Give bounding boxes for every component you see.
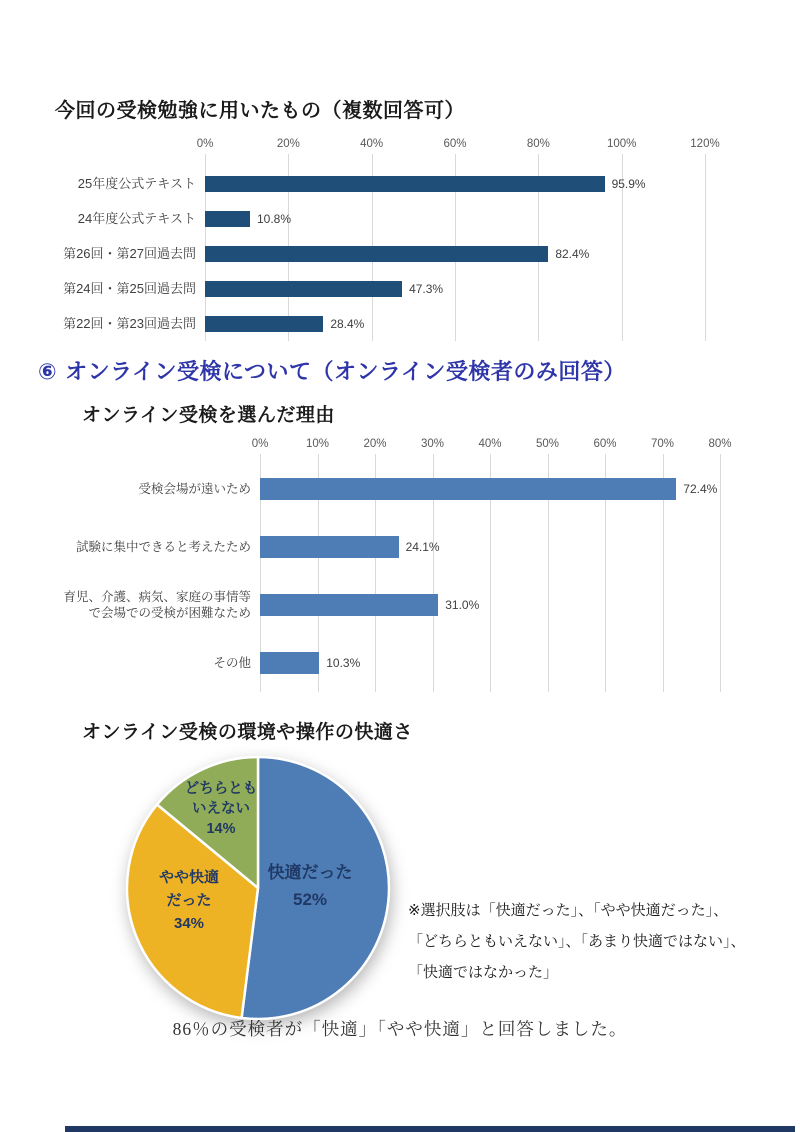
bar: [205, 316, 323, 332]
section6-heading: [38, 355, 626, 386]
axis-tick-label: 20%: [276, 138, 300, 150]
bar-row: [55, 236, 755, 271]
pie-slice-label: いえない: [192, 801, 250, 817]
bar-row: [55, 166, 755, 201]
category-label: 25年度公式テキスト: [77, 176, 196, 191]
axis-tick-label: 10%: [305, 438, 330, 450]
pie-slice-label: 快適だった: [267, 863, 353, 882]
conclusion-text: 86％の受検者が「快適」「やや快適」と回答しました。: [172, 1019, 628, 1039]
category-label: 受検会場が遠いため: [138, 481, 251, 496]
bar: [205, 246, 548, 262]
x-axis: [251, 438, 732, 454]
bar-row: [60, 576, 780, 634]
axis-tick-label: 40%: [360, 138, 384, 150]
section-heading-text: オンライン受検について（オンライン受検者のみ回答）: [65, 359, 626, 384]
pie-slice-label: だった: [166, 892, 212, 909]
axis-tick-label: 80%: [708, 438, 732, 450]
axis-tick-label: 120%: [690, 138, 720, 150]
comfort-pie-chart: [114, 744, 402, 1032]
axis-tick-label: 20%: [363, 438, 387, 450]
footer-accent-bar: [65, 1126, 795, 1132]
x-axis: [196, 138, 720, 154]
axis-tick-label: 50%: [535, 438, 560, 450]
bar-value-label: 82.4%: [555, 246, 590, 261]
bar-value-label: 24.1%: [405, 540, 440, 554]
pie-slice-1: [242, 757, 389, 1019]
bar-value-label: 10.8%: [257, 211, 292, 226]
bar-value-label: 95.9%: [611, 176, 646, 191]
category-label: 第26回・第27回過去問: [63, 246, 196, 261]
bar: [205, 176, 605, 192]
chart2-title: オンライン受検を選んだ理由: [82, 405, 335, 426]
category-label: 育児、介護、病気、家庭の事情等 で会場での受検が困難なため: [63, 589, 251, 620]
bar: [260, 478, 676, 500]
axis-tick-label: 40%: [478, 438, 502, 450]
pie-slice-label: 52%: [292, 890, 328, 909]
pie-slice-label: 14%: [206, 821, 236, 837]
pie-slice-label: やや快適: [158, 869, 220, 886]
bar-value-label: 72.4%: [683, 482, 718, 496]
bar-row: [60, 518, 780, 576]
bar-row: [60, 460, 780, 518]
axis-tick-label: 60%: [593, 438, 617, 450]
axis-tick-label: 30%: [420, 438, 445, 450]
bar: [205, 281, 402, 297]
online-reasons-bar-chart: [60, 438, 780, 692]
bar-value-label: 47.3%: [409, 281, 444, 296]
bar-row: [60, 634, 780, 692]
note-line: 「快適ではなかった」: [408, 964, 559, 981]
note-line: 「どちらともいえない」、「あまり快適ではない」、: [408, 933, 746, 950]
answer-options-note: [408, 895, 746, 988]
bar-row: [55, 271, 755, 306]
bar-value-label: 31.0%: [445, 598, 480, 612]
axis-tick-label: 70%: [650, 438, 675, 450]
category-label: 試験に集中できると考えたため: [75, 539, 251, 554]
category-label: 第22回・第23回過去問: [63, 316, 196, 331]
bar: [205, 211, 250, 227]
axis-tick-label: 80%: [526, 138, 550, 150]
category-label: その他: [213, 655, 251, 670]
chart3-title: オンライン受検の環境や操作の快適さ: [82, 722, 413, 743]
study-materials-bar-chart: [55, 138, 755, 341]
category-label: 24年度公式テキスト: [77, 211, 196, 226]
bar: [260, 536, 399, 558]
bar-value-label: 10.3%: [326, 656, 361, 670]
bar: [260, 652, 319, 674]
bar-value-label: 28.4%: [330, 316, 365, 331]
pie-slice-label: 34%: [173, 915, 205, 932]
category-label: 第24回・第25回過去問: [63, 281, 196, 296]
note-line: ※選択肢は「快適だった」、「やや快適だった」、: [408, 902, 729, 919]
pie-slice-label: どちらとも: [184, 781, 258, 797]
bar-row: [55, 306, 755, 341]
bar-row: [55, 201, 755, 236]
bar: [260, 594, 438, 616]
axis-tick-label: 0%: [251, 438, 269, 450]
axis-tick-label: 100%: [606, 138, 637, 150]
section-number-icon: ⑥: [38, 359, 58, 384]
axis-tick-label: 60%: [443, 138, 467, 150]
chart1-title: 今回の受検勉強に用いたもの（複数回答可）: [55, 100, 465, 122]
axis-tick-label: 0%: [196, 138, 214, 150]
